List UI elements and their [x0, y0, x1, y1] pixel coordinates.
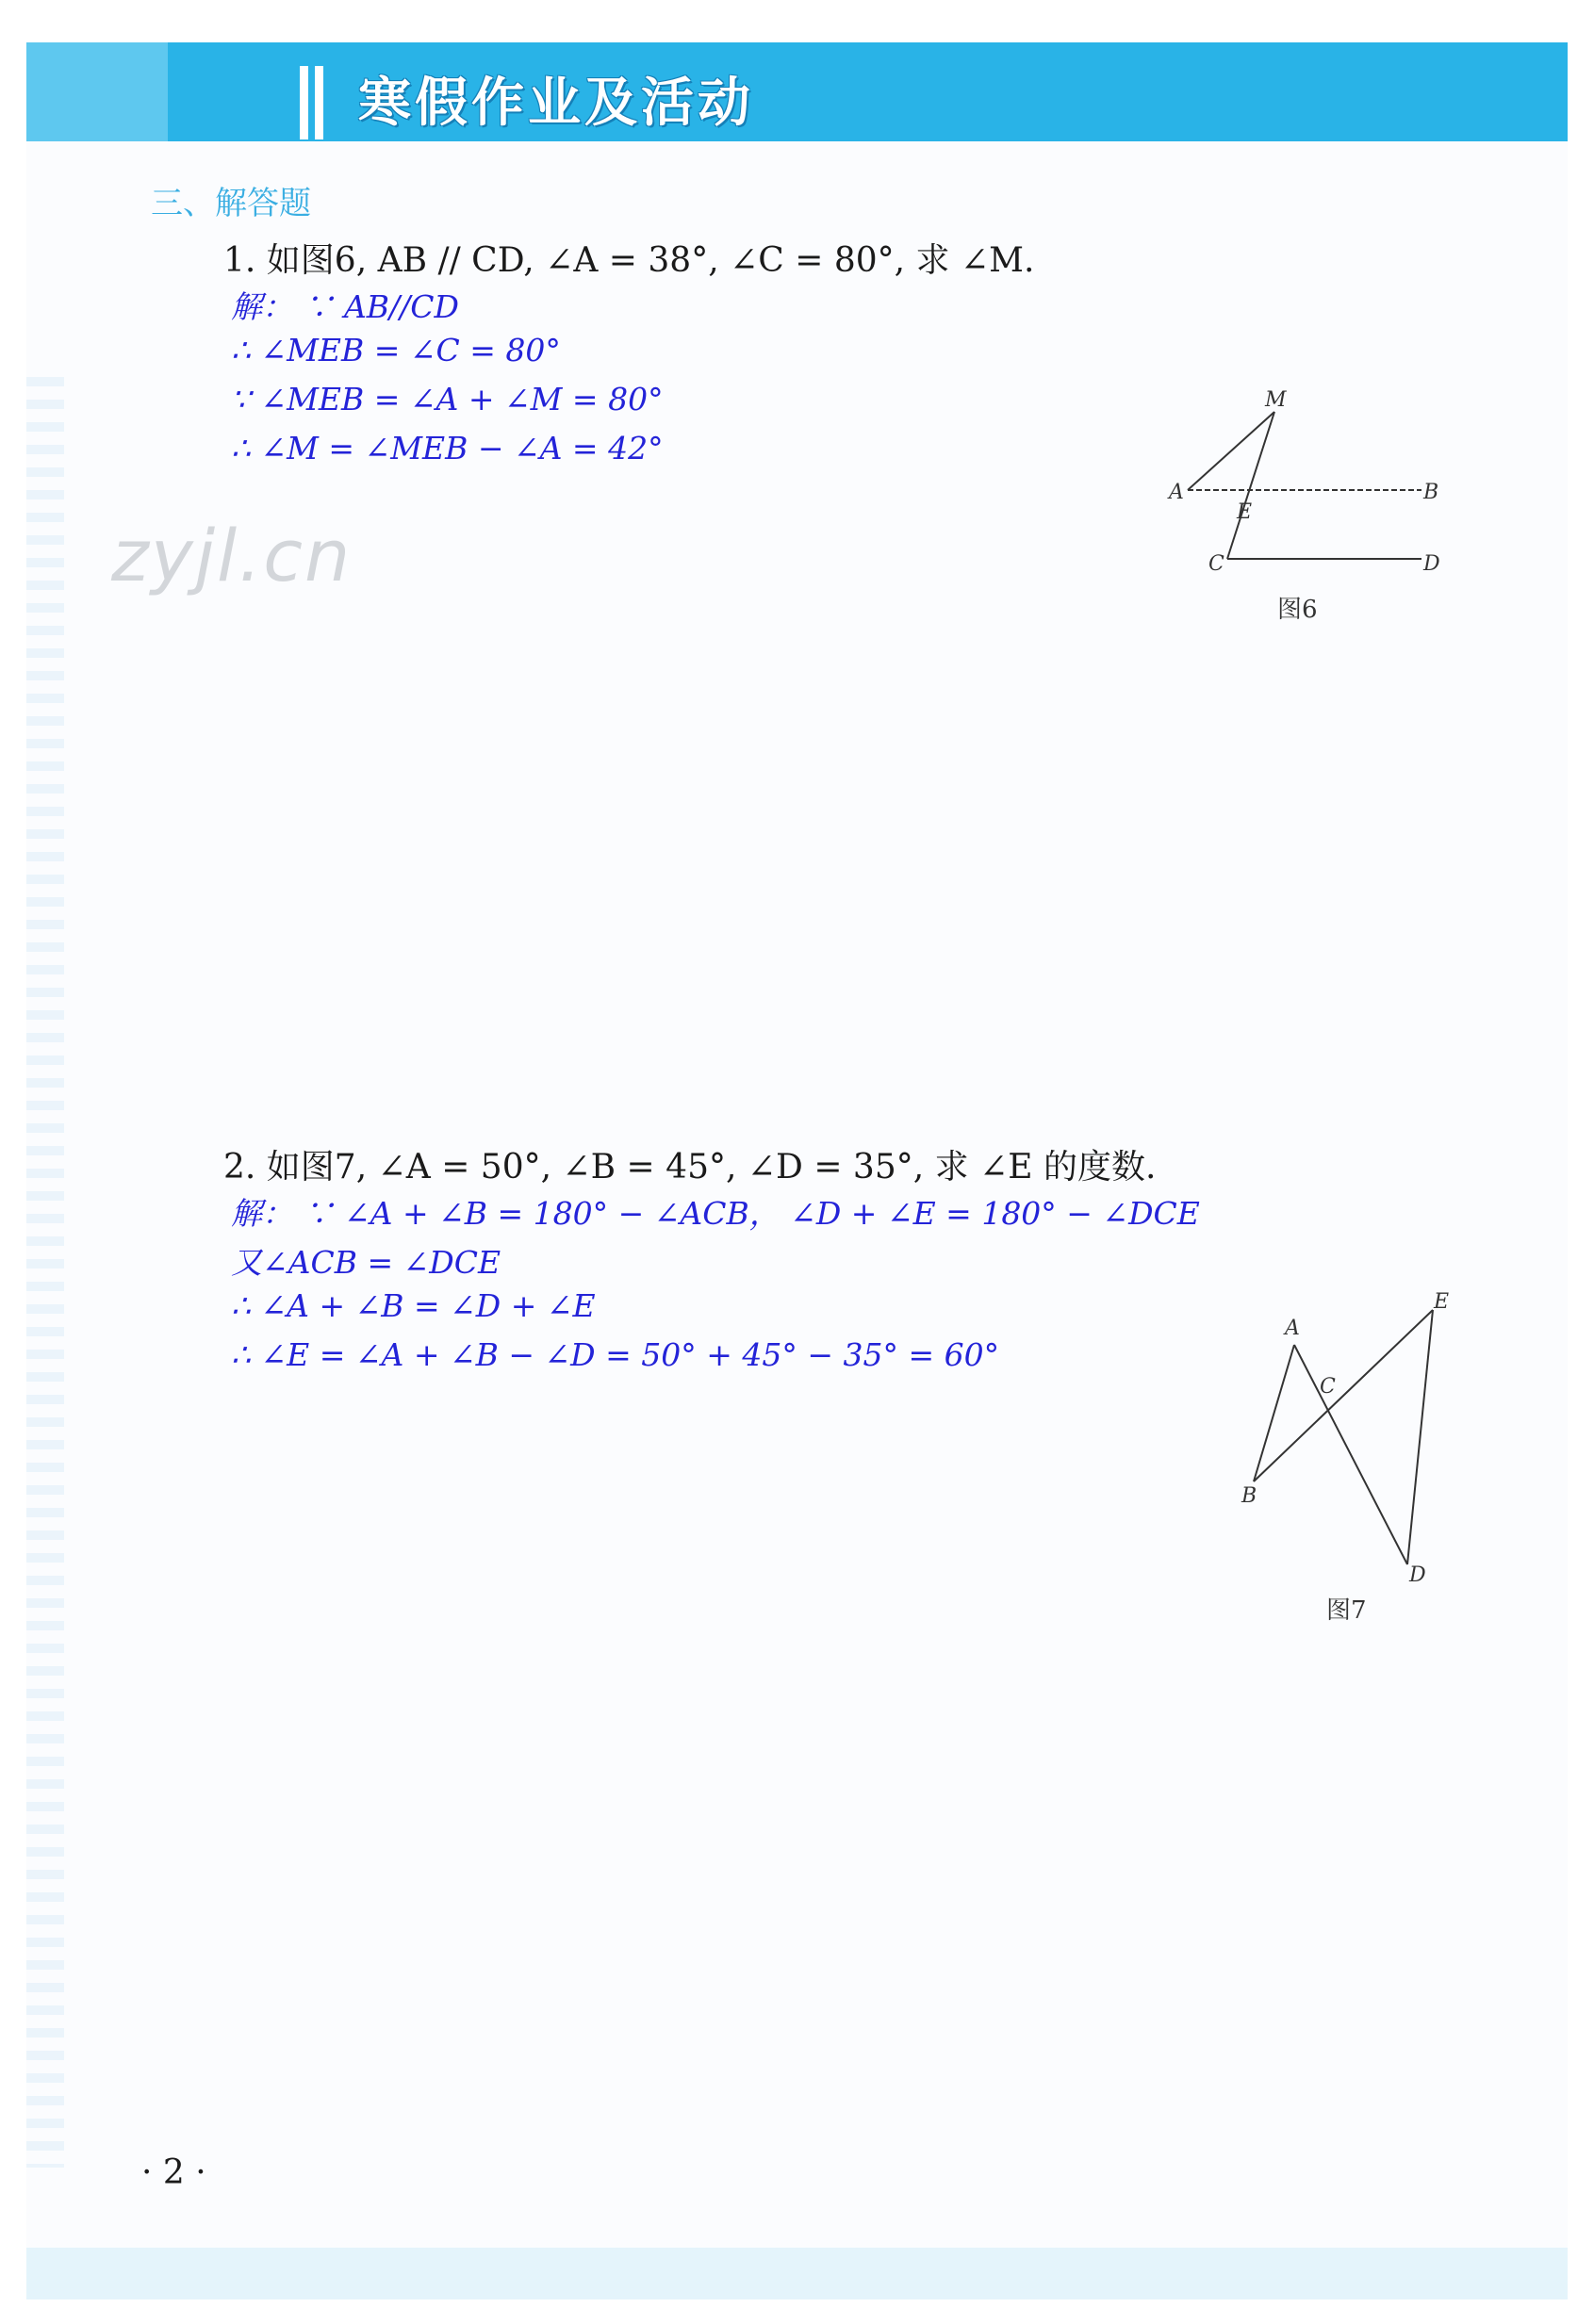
side-decoration: [26, 377, 64, 2168]
watermark: zyjl.cn: [111, 514, 353, 597]
q1-answer-line: ∴ ∠MEB = ∠C = 80°: [231, 332, 561, 368]
label-e: E: [1237, 500, 1253, 524]
q1-answer-line: ∵ ∠MEB = ∠A + ∠M = 80°: [231, 381, 664, 417]
q2-answer-line: 解： ∵ ∠A + ∠B = 180° − ∠ACB， ∠D + ∠E = 180° − ∠DCE: [231, 1195, 1200, 1232]
header-title: 寒假作业及活动: [358, 73, 754, 134]
segment-be: [1254, 1310, 1433, 1481]
label-d: D: [1409, 1563, 1426, 1587]
q2-answer-line: ∴ ∠A + ∠B = ∠D + ∠E: [231, 1287, 596, 1324]
figure-6: [1159, 382, 1442, 636]
label-c: C: [1208, 552, 1224, 576]
q2-answer-line: 又∠ACB = ∠DCE: [231, 1244, 501, 1281]
q1-answer-line: ∴ ∠M = ∠MEB − ∠A = 42°: [231, 430, 664, 466]
label-b: B: [1423, 481, 1439, 504]
bottom-band: [26, 2248, 1568, 2299]
header-bars: [300, 66, 337, 139]
figure-6-caption: 图6: [1277, 596, 1318, 624]
label-d: D: [1423, 552, 1440, 576]
figure-7: [1221, 1282, 1475, 1630]
q1-answer-line: 解： ∵ AB//CD: [231, 288, 460, 325]
section-title: 三、解答题: [151, 185, 311, 222]
header-accent: [26, 42, 168, 141]
label-b: B: [1241, 1484, 1257, 1508]
label-m: M: [1265, 388, 1287, 412]
label-a: A: [1169, 481, 1184, 504]
label-c: C: [1320, 1375, 1336, 1399]
segment-da: [1294, 1345, 1407, 1564]
figure-7-caption: 图7: [1326, 1596, 1367, 1625]
label-a: A: [1285, 1317, 1300, 1340]
label-e: E: [1434, 1290, 1450, 1314]
q2-answer-line: ∴ ∠E = ∠A + ∠B − ∠D = 50° + 45° − 35° = 60°: [231, 1336, 1000, 1373]
segment-ed: [1407, 1310, 1433, 1564]
question-2: 2. 如图7, ∠A = 50°, ∠B = 45°, ∠D = 35°, 求 ∠E 的度数.: [223, 1148, 1157, 1187]
header-band: [26, 42, 1568, 141]
page-number: · 2 ·: [141, 2153, 206, 2192]
question-1: 1. 如图6, AB // CD, ∠A = 38°, ∠C = 80°, 求 ∠M.: [223, 241, 1035, 280]
